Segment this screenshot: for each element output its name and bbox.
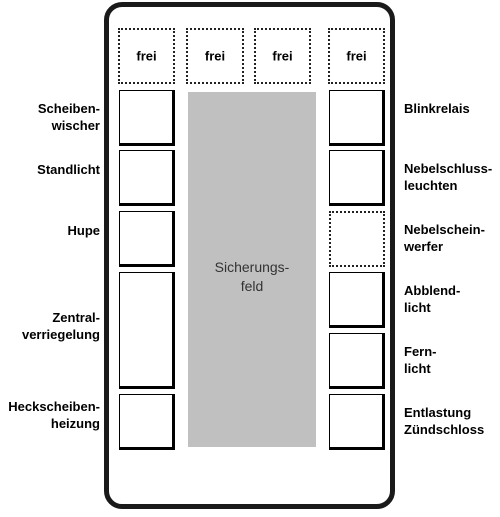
free-slot-3 xyxy=(254,28,311,84)
slot-rear-fog-lights xyxy=(329,150,385,206)
label-ignition-relief: Entlastung Zündschloss xyxy=(404,405,485,437)
slot-wiper xyxy=(119,90,175,146)
slot-high-beam xyxy=(329,333,385,389)
slot-horn xyxy=(119,211,175,267)
free-slot-2-label: frei xyxy=(204,48,226,64)
slot-low-beam xyxy=(329,272,385,328)
label-parking-light: Standlicht xyxy=(37,162,100,177)
fuse-field-label: Sicherungs- feld xyxy=(214,259,290,294)
label-horn: Hupe xyxy=(67,223,100,238)
free-slot-3-label: frei xyxy=(272,48,293,64)
slot-rear-window-heating xyxy=(119,394,175,450)
free-slot-1 xyxy=(118,28,175,84)
label-low-beam: Abblend- licht xyxy=(404,283,461,315)
free-slot-1-label: frei xyxy=(136,48,157,64)
label-flasher-relay: Blinkrelais xyxy=(404,101,470,116)
free-slot-2 xyxy=(186,28,244,84)
fuse-field xyxy=(188,92,316,447)
slot-flasher-relay xyxy=(329,90,385,146)
label-wiper: Scheiben- wischer xyxy=(37,101,100,133)
label-high-beam: Fern- licht xyxy=(404,344,437,376)
label-fog-lamps: Nebelschein- werfer xyxy=(404,222,485,254)
slot-fog-lamps xyxy=(329,211,385,267)
label-rear-window-heating: Heckscheiben- heizung xyxy=(8,399,100,431)
label-central-locking: Zentral- verriegelung xyxy=(21,310,100,342)
free-slot-4-label: frei xyxy=(346,48,367,64)
free-slot-4 xyxy=(328,28,385,84)
slot-central-locking xyxy=(119,272,175,389)
label-rear-fog-lights: Nebelschluss- leuchten xyxy=(404,161,493,193)
slot-ignition-relief xyxy=(329,394,385,450)
slot-parking-light xyxy=(119,150,175,206)
